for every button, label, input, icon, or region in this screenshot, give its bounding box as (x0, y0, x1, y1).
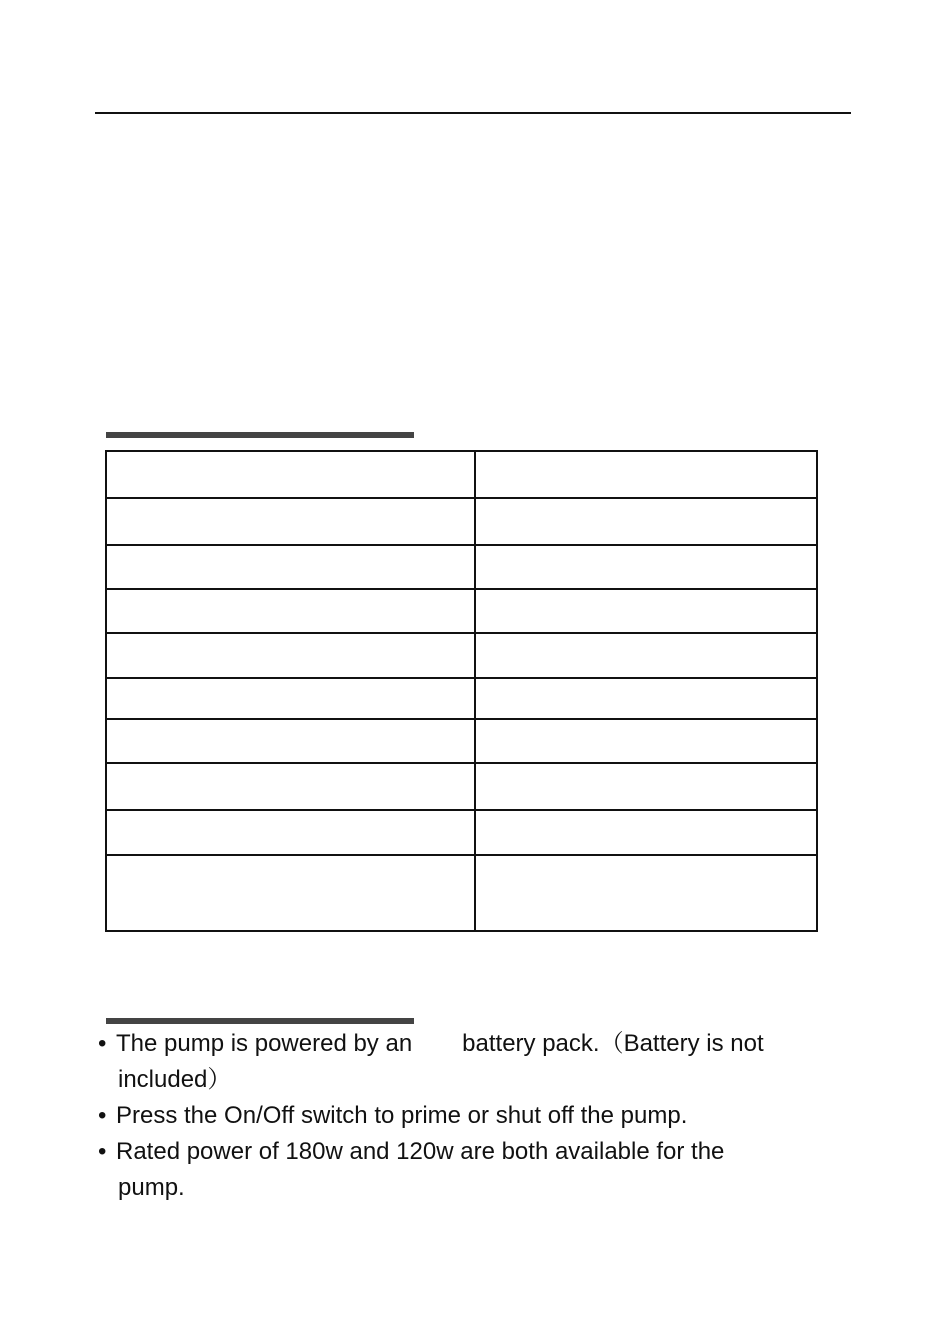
table-cell-value (475, 633, 817, 678)
table-row (106, 719, 817, 763)
list-item (98, 1026, 858, 1098)
table-cell-value (475, 498, 817, 545)
list-item-text: included） (118, 1066, 232, 1093)
table-cell-value (475, 451, 817, 498)
table-row (106, 633, 817, 678)
table-row (106, 589, 817, 633)
table-cell-label (106, 719, 475, 763)
list-item (98, 1134, 858, 1206)
table-cell-label (106, 633, 475, 678)
list-item-text: Rated power of 180w and 120w are both available for the (116, 1138, 725, 1165)
list-item-text: Press the On/Off switch to prime or shut off the pump. (116, 1102, 688, 1129)
table-cell-value (475, 589, 817, 633)
table-cell-value (475, 763, 817, 810)
table-cell-label (106, 810, 475, 855)
table-row (106, 855, 817, 931)
table-cell-value (475, 719, 817, 763)
table-row (106, 678, 817, 719)
operation-section-bar (106, 1018, 414, 1024)
table-row (106, 498, 817, 545)
table-cell-value (475, 545, 817, 589)
bullet-marker: • (98, 1138, 107, 1165)
list-item-text: The pump is powered by an (116, 1030, 413, 1057)
table-cell-label (106, 589, 475, 633)
table-row (106, 763, 817, 810)
table-cell-value (475, 855, 817, 931)
header-rule (95, 112, 851, 114)
bullet-marker: • (98, 1030, 107, 1057)
bullet-marker: • (98, 1102, 107, 1129)
table-cell-value (475, 810, 817, 855)
table-cell-label (106, 498, 475, 545)
list-item-text: pump. (118, 1174, 185, 1201)
spec-table (105, 450, 818, 932)
table-row (106, 451, 817, 498)
table-cell-label (106, 545, 475, 589)
table-cell-label (106, 763, 475, 810)
table-row (106, 810, 817, 855)
list-item (98, 1098, 858, 1134)
table-cell-label (106, 451, 475, 498)
table-cell-label (106, 855, 475, 931)
spec-section-bar (106, 432, 414, 438)
table-cell-label (106, 678, 475, 719)
table-row (106, 545, 817, 589)
table-cell-value (475, 678, 817, 719)
operation-list (98, 1026, 858, 1206)
list-item-text: battery pack.（Battery is not (462, 1030, 764, 1057)
